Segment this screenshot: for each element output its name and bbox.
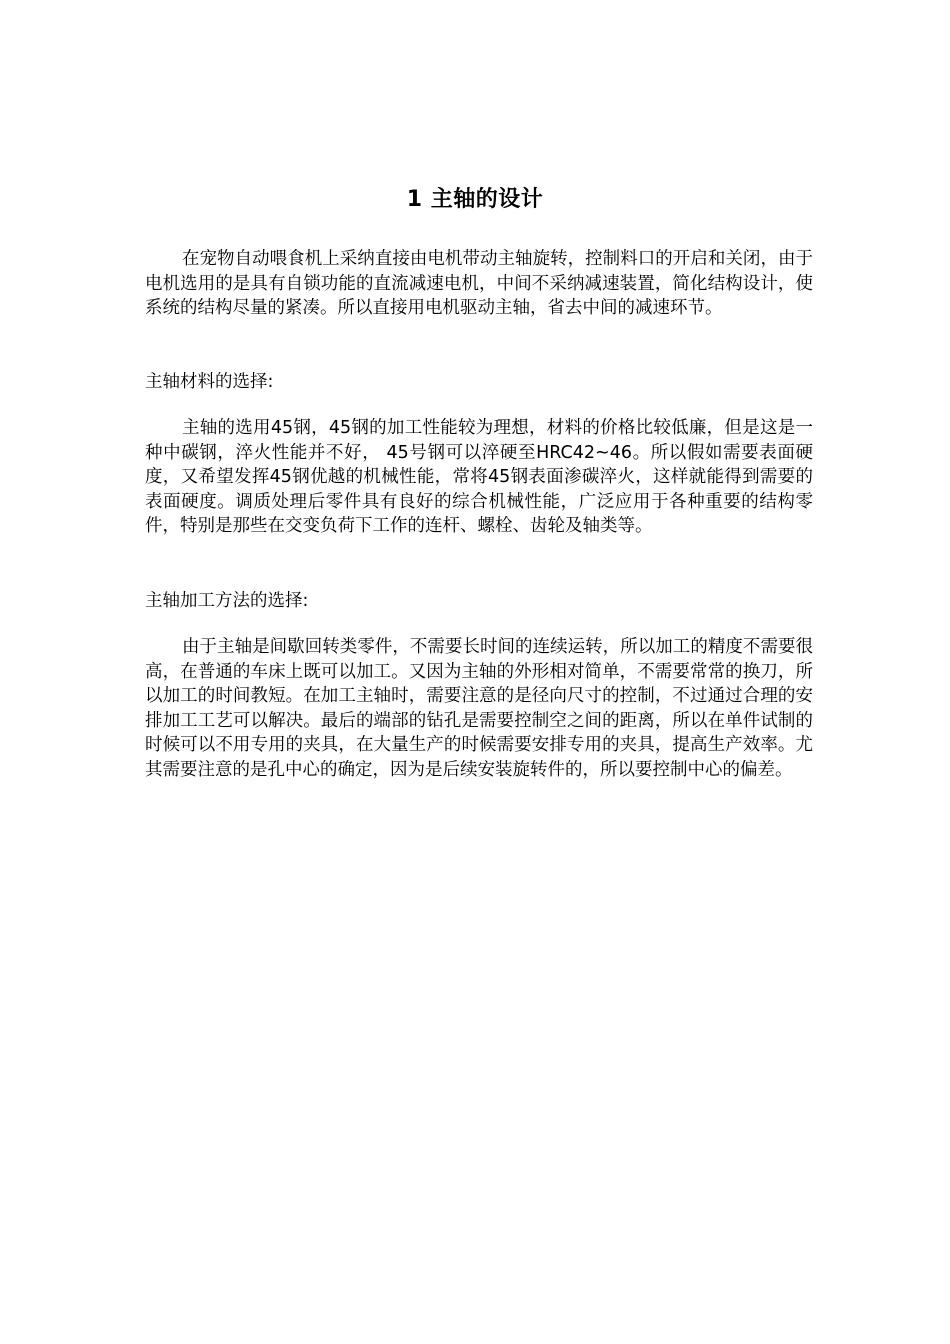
- material-paragraph: 主轴的选用45钢，45钢的加工性能较为理想，材料的价格比较低廉，但是这是一种中碳钢，淬火性能并不好， 45号钢可以淬硬至HRC42~46。所以假如需要表面硬度，又希望发挥45钢优越的机械性能，常将45钢表面渗碳淬火，这样就能得到需要的表面硬度。调质处理后零件具有良好的综合机械性能，广泛应用于各种重要的结构零件，特别是那些在交变负荷下工作的连杆、螺栓、齿轮及轴类等。: [145, 418, 813, 536]
- intro-paragraph: 在宠物自动喂食机上采纳直接由电机带动主轴旋转，控制料口的开启和关闭，由于电机选用的是具有自锁功能的直流减速电机，中间不采纳减速装置，简化结构设计，使系统的结构尽量的紧凑。所以直接用电机驱动主轴，省去中间的减速环节。: [145, 249, 813, 318]
- material-heading: 主轴材料的选择:: [145, 372, 274, 392]
- machining-heading: 主轴加工方法的选择:: [145, 591, 309, 611]
- page-title: 1 主轴的设计: [406, 187, 544, 212]
- machining-paragraph: 由于主轴是间歇回转类零件，不需要长时间的连续运转，所以加工的精度不需要很高，在普通的车床上既可以加工。又因为主轴的外形相对简单，不需要常常的换刀，所以加工的时间教短。在加工主轴时，需要注意的是径向尺寸的控制，不过通过合理的安排加工工艺可以解决。最后的端部的钻孔是需要控制空之间的距离，所以在单件试制的时候可以不用专用的夹具，在大量生产的时候需要安排专用的夹具，提高生产效率。尤其需要注意的是孔中心的确定，因为是后续安装旋转件的，所以要控制中心的偏差。: [145, 637, 813, 780]
